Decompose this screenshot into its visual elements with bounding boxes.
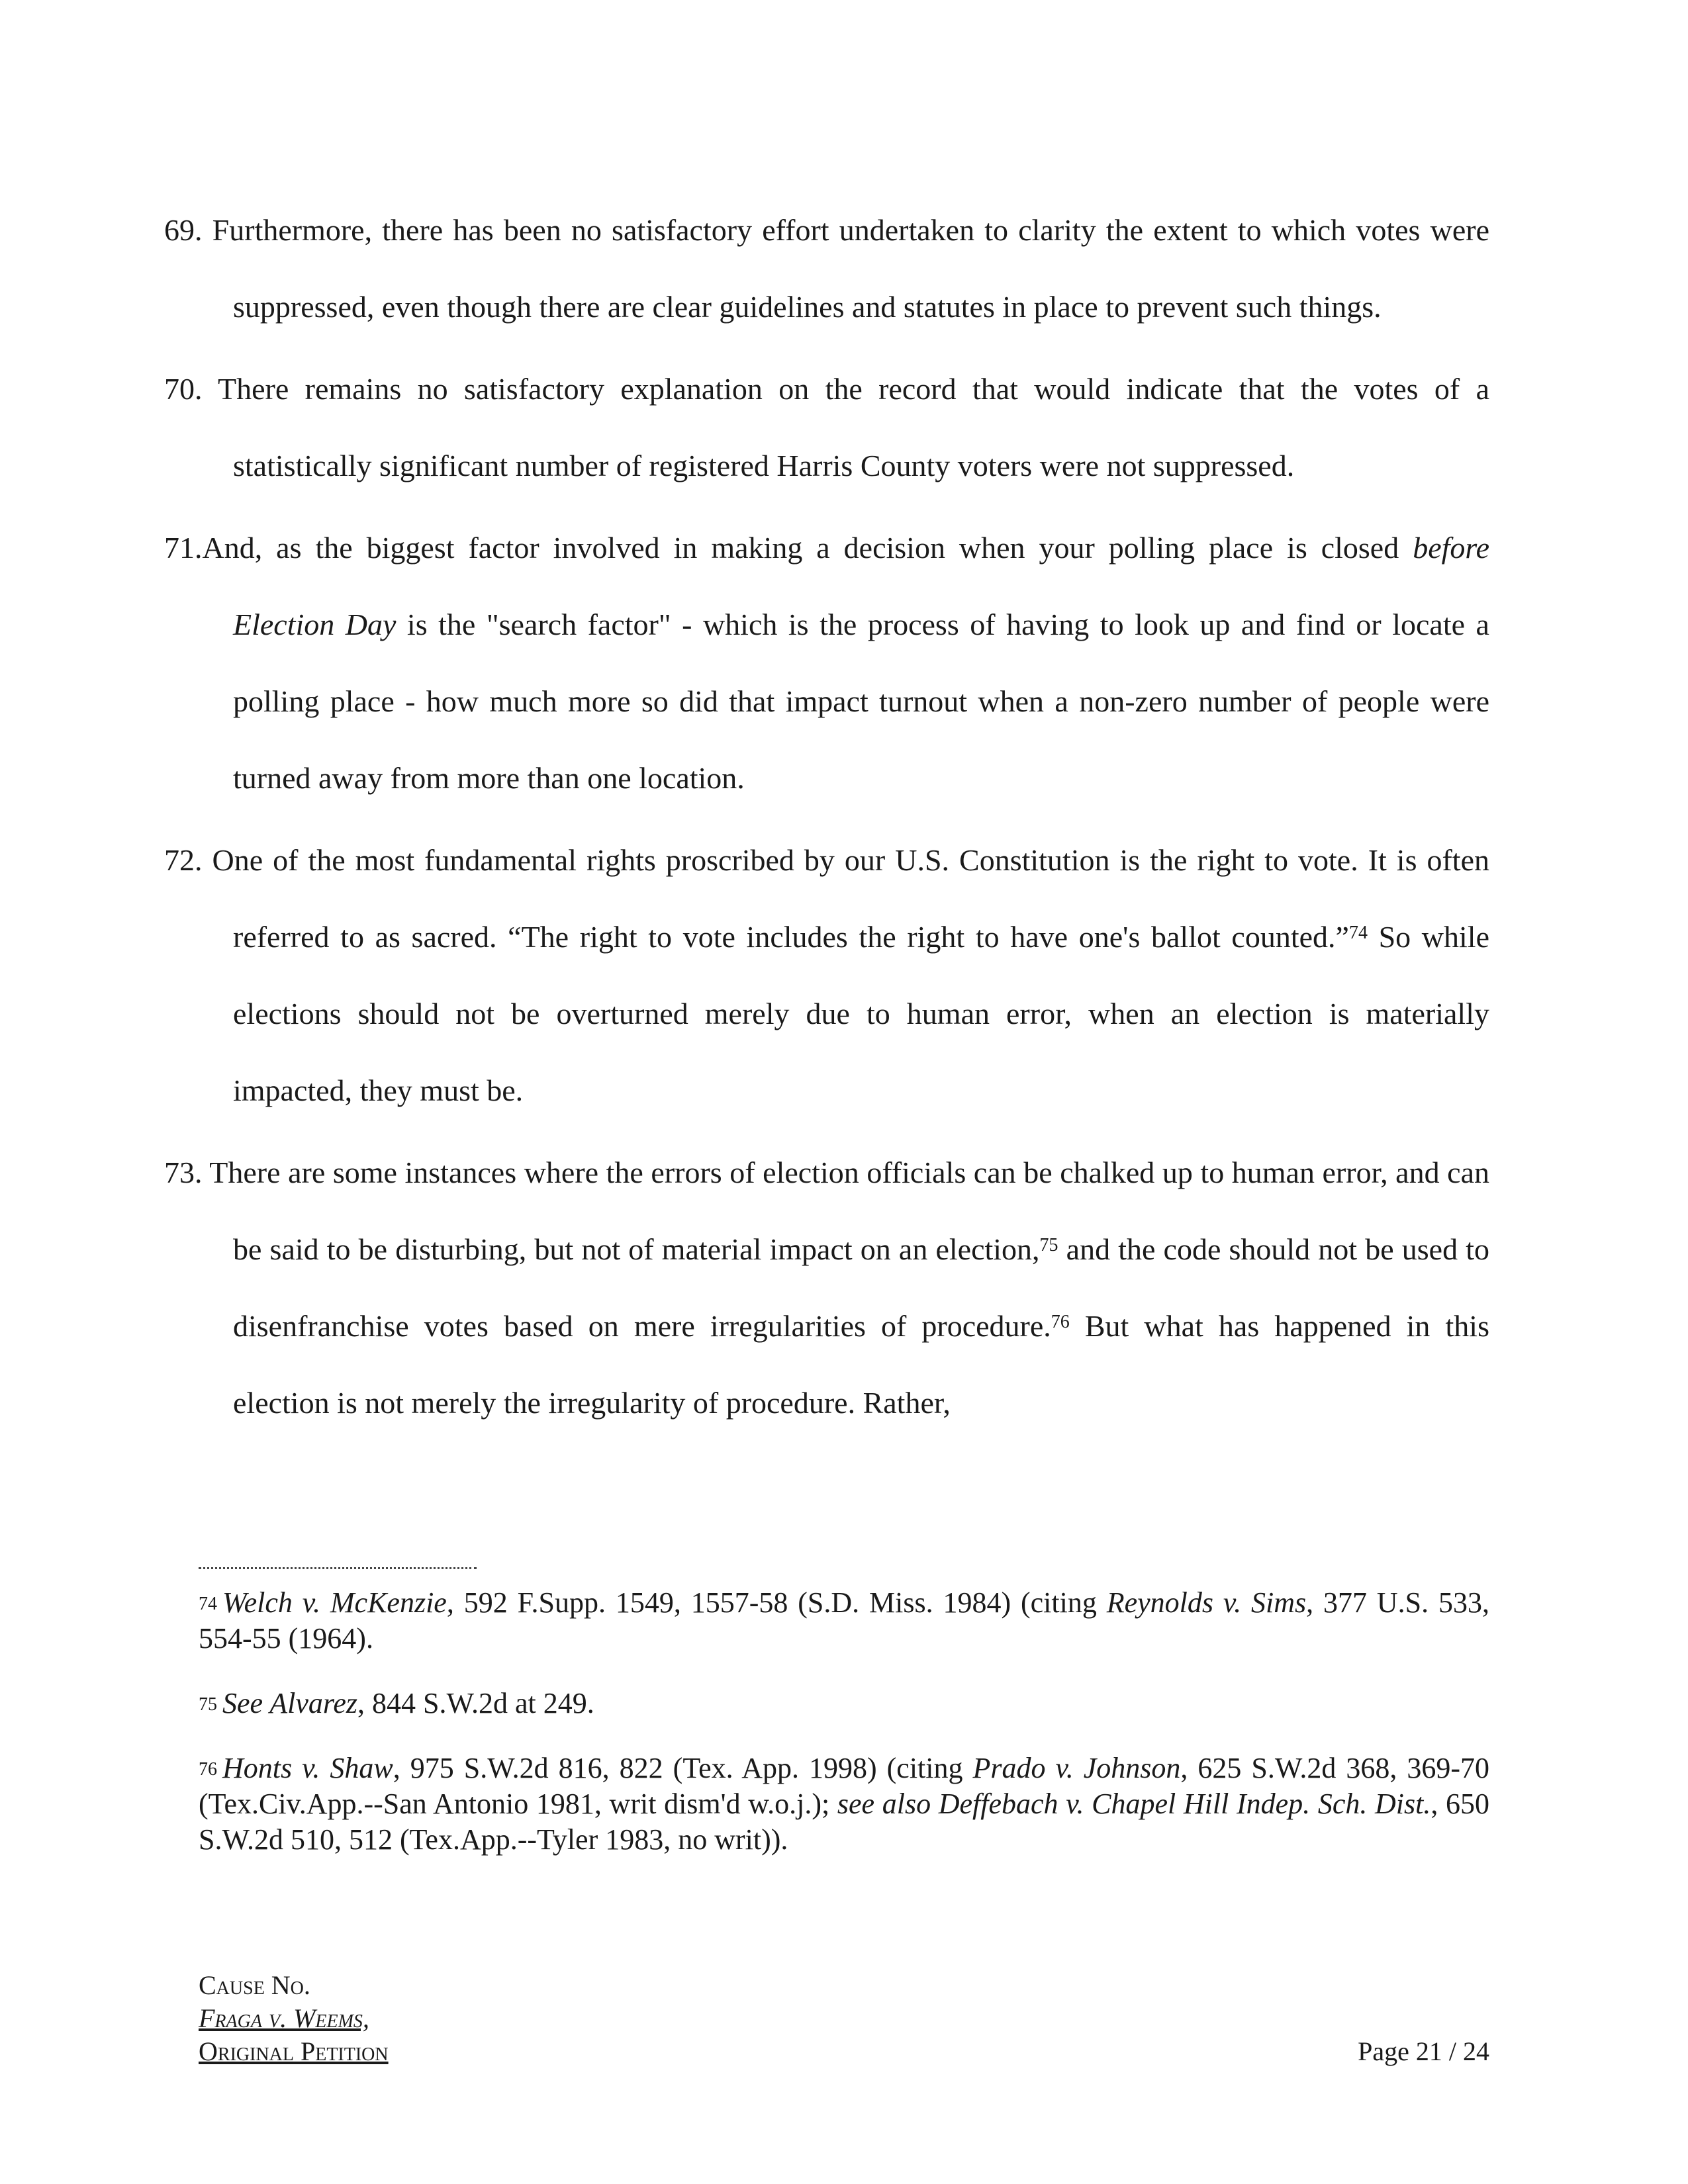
- footnote-text: , 625 S.W.2d 368, 369-70 (Tex.Civ.App.--San Antonio 1981, writ dism'd w.o.j.);: [199, 1752, 1489, 1820]
- footnotes: [199, 1585, 1489, 1887]
- paragraph-text: is the "search factor" - which is the process of having to look up and find or locate a polling place - how much more so did that impact turnout when a non-zero number of people were turned away from more than one location.: [233, 608, 1489, 795]
- paragraph-text: There are some instances where the errors of election officials can be chalked up to human error, and can be said to be disturbing, but not of material impact on an election,: [202, 1156, 1489, 1266]
- paragraph-text: One of the most fundamental rights proscribed by our U.S. Constitution is the right to vote. It is often referred to as sacred. “The right to vote includes the right to have one's ballot counted.”: [202, 843, 1489, 954]
- paragraph-number: 69.: [164, 213, 203, 247]
- case-name: Prado v. Johnson: [972, 1752, 1181, 1784]
- document-title: Original Petition: [199, 2036, 389, 2066]
- footnote-divider: [199, 1567, 477, 1569]
- paragraph-number: 71.: [164, 531, 203, 565]
- case-name: see also Deffebach v. Chapel Hill Indep. Sch. Dist.: [837, 1788, 1431, 1820]
- paragraph-number: 70.: [164, 372, 203, 406]
- case-caption-text: Fraga v. Weems,: [199, 2003, 369, 2033]
- paragraph-text: And, as the biggest factor involved in making a decision when your polling place is closed: [202, 531, 1413, 565]
- case-name: Reynolds v. Sims: [1106, 1586, 1307, 1619]
- paragraph-number: 72.: [164, 843, 203, 877]
- footnote-75: [199, 1686, 1489, 1721]
- paragraph-number: 73.: [164, 1156, 203, 1189]
- paragraph-73: [164, 1134, 1489, 1441]
- footnote-76: [199, 1751, 1489, 1858]
- footnote-number: 74: [199, 1594, 217, 1614]
- paragraph-71: [164, 510, 1489, 817]
- page-footer: [199, 1969, 1489, 2068]
- paragraph-70: [164, 351, 1489, 504]
- case-name: See Alvarez: [222, 1687, 358, 1719]
- footnote-number: 76: [199, 1759, 217, 1780]
- paragraph-text: There remains no satisfactory explanation on the record that would indicate that the votes of a statistically significant number of registered Harris County voters were not suppressed.: [202, 372, 1489, 482]
- footnote-text: , 975 S.W.2d 816, 822 (Tex. App. 1998) (citing: [393, 1752, 973, 1784]
- footnote-74: [199, 1585, 1489, 1657]
- footnote-ref[interactable]: 76: [1051, 1312, 1070, 1332]
- footnote-number: 75: [199, 1694, 217, 1715]
- document-body: [164, 192, 1490, 1447]
- page-number: Page 21 / 24: [1358, 2036, 1489, 2066]
- case-name: Honts v. Shaw: [222, 1752, 393, 1784]
- footnote-text: , 592 F.Supp. 1549, 1557-58 (S.D. Miss. 1984) (citing: [446, 1586, 1107, 1619]
- paragraph-text: But what has happened in this election is not merely the irregularity of procedure. Rather,: [233, 1309, 1489, 1420]
- footnote-text: , 844 S.W.2d at 249.: [357, 1687, 594, 1719]
- case-caption: [199, 2002, 1489, 2035]
- footnote-text: , 377 U.S. 533, 554-55 (1964).: [199, 1586, 1489, 1655]
- paragraph-text: So while elections should not be overturned merely due to human error, when an election is materially impacted, they must be.: [233, 920, 1490, 1107]
- paragraph-72: [164, 822, 1490, 1129]
- case-name: Welch v. McKenzie: [222, 1586, 447, 1619]
- paragraph-text: and the code should not be used to disenfranchise votes based on mere irregularities of procedure.: [233, 1232, 1489, 1343]
- paragraph-69: [164, 192, 1489, 345]
- cause-number: Cause No.: [199, 1970, 310, 2000]
- footnote-ref[interactable]: 75: [1039, 1235, 1058, 1255]
- paragraph-text: Furthermore, there has been no satisfactory effort undertaken to clarity the extent to which votes were suppressed, even though there are clear guidelines and statutes in place to prevent such things.: [202, 213, 1489, 324]
- footnote-text: , 650 S.W.2d 510, 512 (Tex.App.--Tyler 1983, no writ)).: [199, 1788, 1490, 1856]
- emphasis-text: before Election Day: [233, 531, 1489, 641]
- footnote-ref[interactable]: 74: [1348, 923, 1368, 943]
